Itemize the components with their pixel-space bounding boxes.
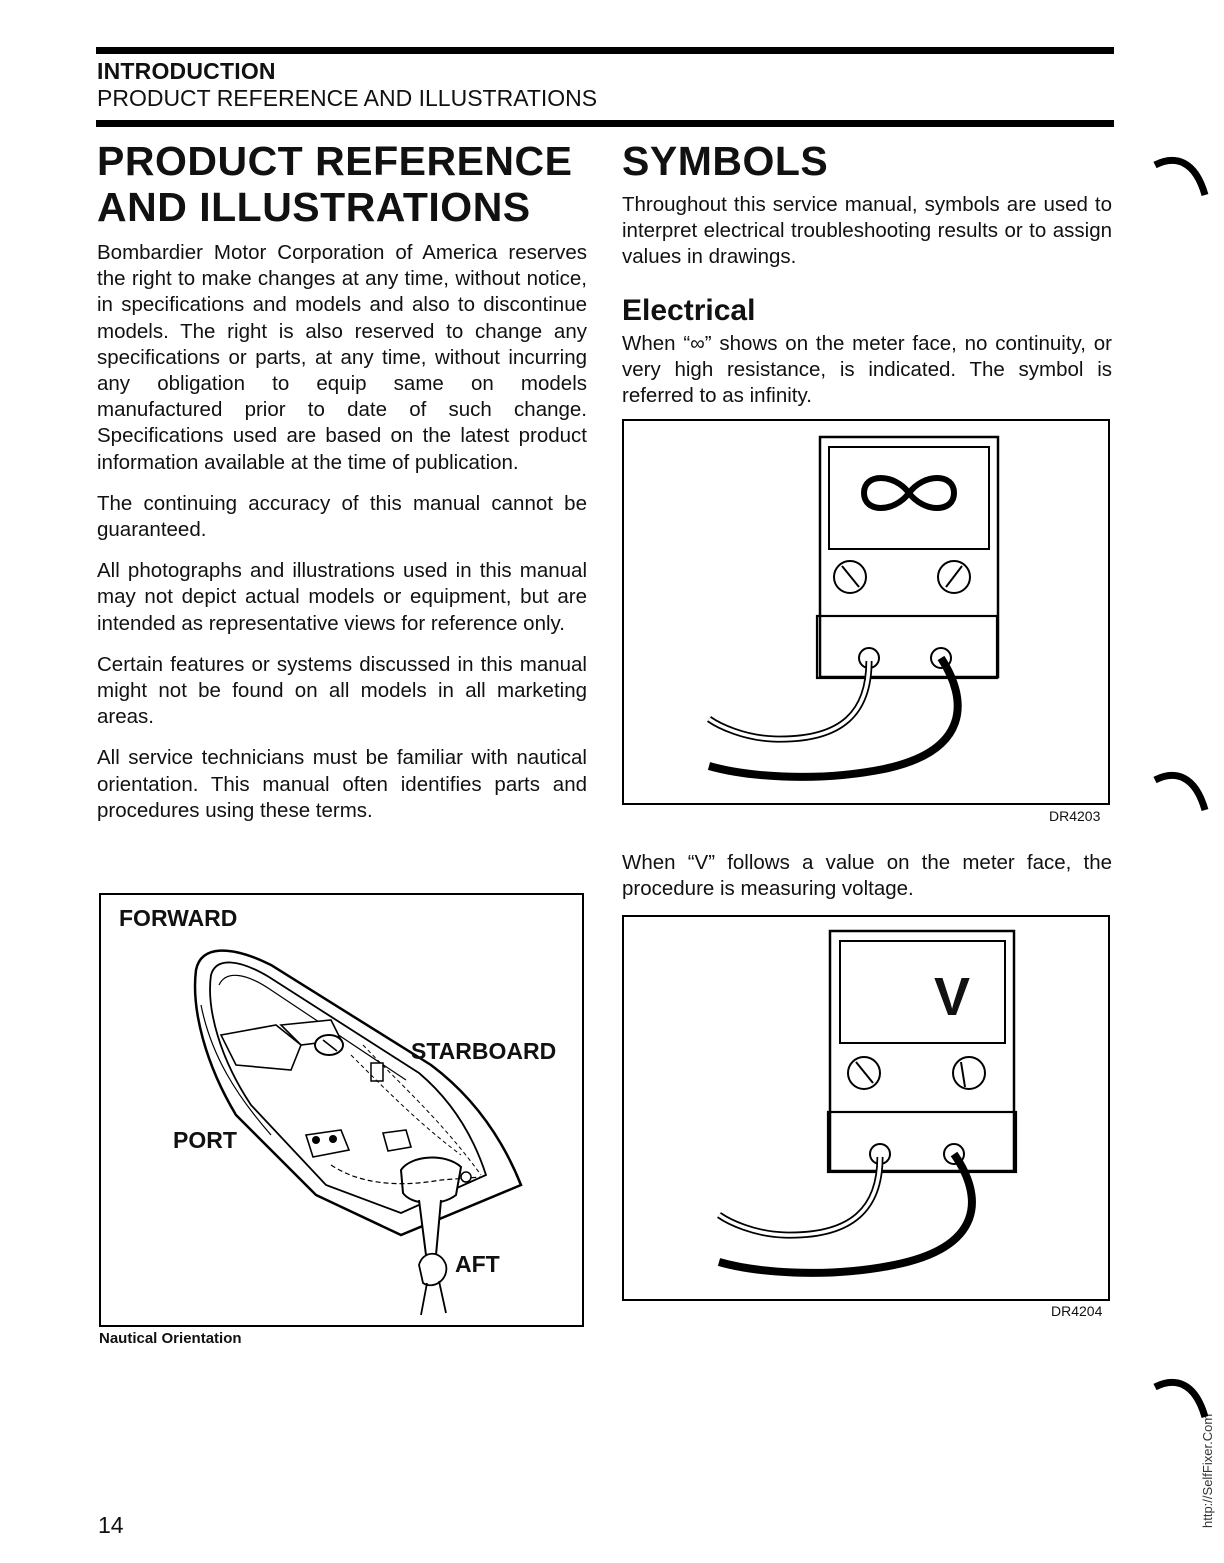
- paragraph: All photographs and illustrations used in this manual may not depict actual models or equipment, but are intended as representative views for reference only.: [97, 559, 587, 635]
- section-title: INTRODUCTION: [97, 58, 276, 84]
- port-label: PORT: [173, 1127, 237, 1153]
- electrical-subtitle: Electrical: [622, 293, 756, 327]
- paragraph: The continuing accuracy of this manual cannot be guaranteed.: [97, 491, 587, 542]
- figure-code: DR4204: [1051, 1303, 1103, 1319]
- symbols-title: SYMBOLS: [622, 138, 829, 184]
- infinity-text: When “∞” shows on the meter face, no continuity, or very high resistance, is indicated. The symbol is referred to as infinity.: [622, 331, 1112, 408]
- voltmeter-illustration: [624, 917, 1108, 1299]
- binding-mark: [1150, 765, 1210, 815]
- forward-label: FORWARD: [119, 905, 238, 931]
- meter-infinity-figure: [622, 419, 1110, 805]
- ohmmeter-illustration: [624, 421, 1108, 803]
- binding-mark: [1150, 1372, 1210, 1422]
- page-title-line2: AND ILLUSTRATIONS: [97, 184, 531, 230]
- page-title-line1: PRODUCT REFERENCE: [97, 138, 573, 184]
- right-column: [622, 138, 1112, 409]
- aft-label: AFT: [455, 1251, 500, 1277]
- meter-voltage-figure: [622, 915, 1110, 1301]
- paragraph: Certain features or systems discussed in this manual might not be found on all models in all marketing areas.: [97, 652, 587, 729]
- paragraph: All service technicians must be familiar with nautical orientation. This manual often identifies parts and procedures using these terms.: [97, 746, 587, 822]
- paragraph: Bombardier Motor Corporation of America reserves the right to make changes at any time, without notice, in specifications and models and also to discontinue models. The right is also reserved to change any specifications or parts, at any time, without incurring any obligation to equip same on models manufactured prior to date of such change. Specifications used are based on the latest product information available at the time of publication.: [97, 241, 587, 474]
- starboard-label: STARBOARD: [411, 1038, 557, 1064]
- margin-watermark-url: http://SelfFixer.Com: [1200, 1413, 1215, 1528]
- header-top-rule: [96, 47, 1114, 54]
- voltage-symbol: V: [934, 967, 971, 1027]
- symbols-intro: Throughout this service manual, symbols are used to interpret electrical troubleshooting results or to assign values in drawings.: [622, 193, 1112, 269]
- figure-caption: Nautical Orientation: [99, 1330, 242, 1347]
- nautical-orientation-figure: [99, 893, 584, 1327]
- left-column: [97, 138, 587, 839]
- binding-mark: [1150, 150, 1210, 200]
- section-subtitle: PRODUCT REFERENCE AND ILLUSTRATIONS: [97, 85, 598, 111]
- boat-illustration: [101, 895, 582, 1325]
- figure-code: DR4203: [1049, 808, 1101, 824]
- voltage-text: When “V” follows a value on the meter face, the procedure is measuring voltage.: [622, 851, 1112, 901]
- page-number: 14: [98, 1512, 124, 1538]
- header-bottom-rule: [96, 120, 1114, 127]
